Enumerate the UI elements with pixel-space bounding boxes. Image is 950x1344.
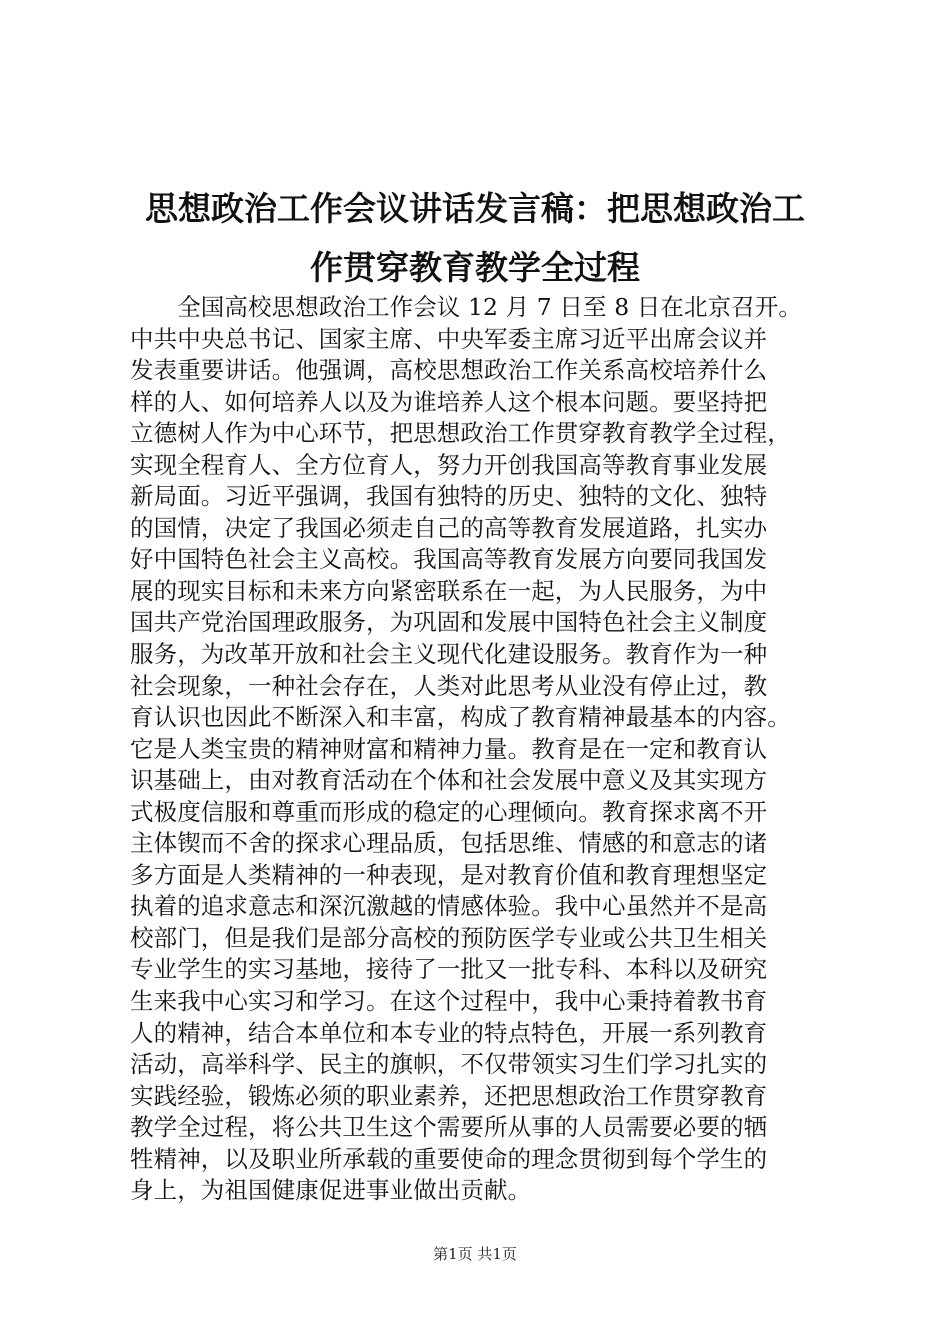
body-line: 执着的追求意志和深沉激越的情感体验。我中心虽然并不是高 <box>130 892 768 921</box>
body-line: 多方面是人类精神的一种表现，是对教育价值和教育理想坚定 <box>130 860 768 889</box>
body-line: 校部门，但是我们是部分高校的预防医学专业或公共卫生相关 <box>130 923 768 952</box>
body-line: 识基础上，由对教育活动在个体和社会发展中意义及其实现方 <box>130 766 768 795</box>
body-line: 生来我中心实习和学习。在这个过程中，我中心秉持着教书育 <box>130 987 768 1016</box>
document-title-line-2: 作贯穿教育教学全过程 <box>310 248 640 287</box>
body-line: 人的精神，结合本单位和本专业的特点特色，开展一系列教育 <box>130 1018 768 1047</box>
body-line: 样的人、如何培养人以及为谁培养人这个根本问题。要坚持把 <box>130 387 768 416</box>
body-line: 发表重要讲话。他强调，高校思想政治工作关系高校培养什么 <box>130 356 768 385</box>
body-line: 新局面。习近平强调，我国有独特的历史、独特的文化、独特 <box>130 482 768 511</box>
body-line: 好中国特色社会主义高校。我国高等教育发展方向要同我国发 <box>130 545 768 574</box>
body-line: 服务，为改革开放和社会主义现代化建设服务。教育作为一种 <box>130 640 768 669</box>
body-line: 专业学生的实习基地，接待了一批又一批专科、本科以及研究 <box>130 955 768 984</box>
body-line: 社会现象，一种社会存在，人类对此思考从业没有停止过，教 <box>130 671 768 700</box>
body-line: 实践经验，锻炼必须的职业素养，还把思想政治工作贯穿教育 <box>130 1081 768 1110</box>
body-line: 它是人类宝贵的精神财富和精神力量。教育是在一定和教育认 <box>130 734 768 763</box>
document-title-line-1: 思想政治工作会议讲话发言稿：把思想政治工 <box>145 189 805 228</box>
body-line: 立德树人作为中心环节，把思想政治工作贯穿教育教学全过程， <box>130 419 791 448</box>
body-line: 中共中央总书记、国家主席、中央军委主席习近平出席会议并 <box>130 324 768 353</box>
body-line: 教学全过程，将公共卫生这个需要所从事的人员需要必要的牺 <box>130 1113 768 1142</box>
body-line: 的国情，决定了我国必须走自己的高等教育发展道路，扎实办 <box>130 513 768 542</box>
body-line: 国共产党治国理政服务，为巩固和发展中国特色社会主义制度 <box>130 608 768 637</box>
document-body <box>130 292 845 1207</box>
body-line: 主体锲而不舍的探求心理品质，包括思维、情感的和意志的诸 <box>130 829 768 858</box>
body-line: 展的现实目标和未来方向紧密联系在一起，为人民服务，为中 <box>130 576 768 605</box>
page-footer: 第1页 共1页 <box>433 1245 517 1263</box>
body-line: 实现全程育人、全方位育人，努力开创我国高等教育事业发展 <box>130 450 768 479</box>
body-line: 牲精神，以及职业所承载的重要使命的理念贯彻到每个学生的 <box>130 1144 768 1173</box>
body-line: 身上，为祖国健康促进事业做出贡献。 <box>130 1176 532 1205</box>
body-line: 式极度信服和尊重而形成的稳定的心理倾向。教育探求离不开 <box>130 797 768 826</box>
body-line: 全国高校思想政治工作会议 12 月 7 日至 8 日在北京召开。 <box>130 293 803 321</box>
body-line: 育认识也因此不断深入和丰富，构成了教育精神最基本的内容。 <box>130 703 791 732</box>
body-line: 活动，高举科学、民主的旗帜，不仅带领实习生们学习扎实的 <box>130 1050 768 1079</box>
